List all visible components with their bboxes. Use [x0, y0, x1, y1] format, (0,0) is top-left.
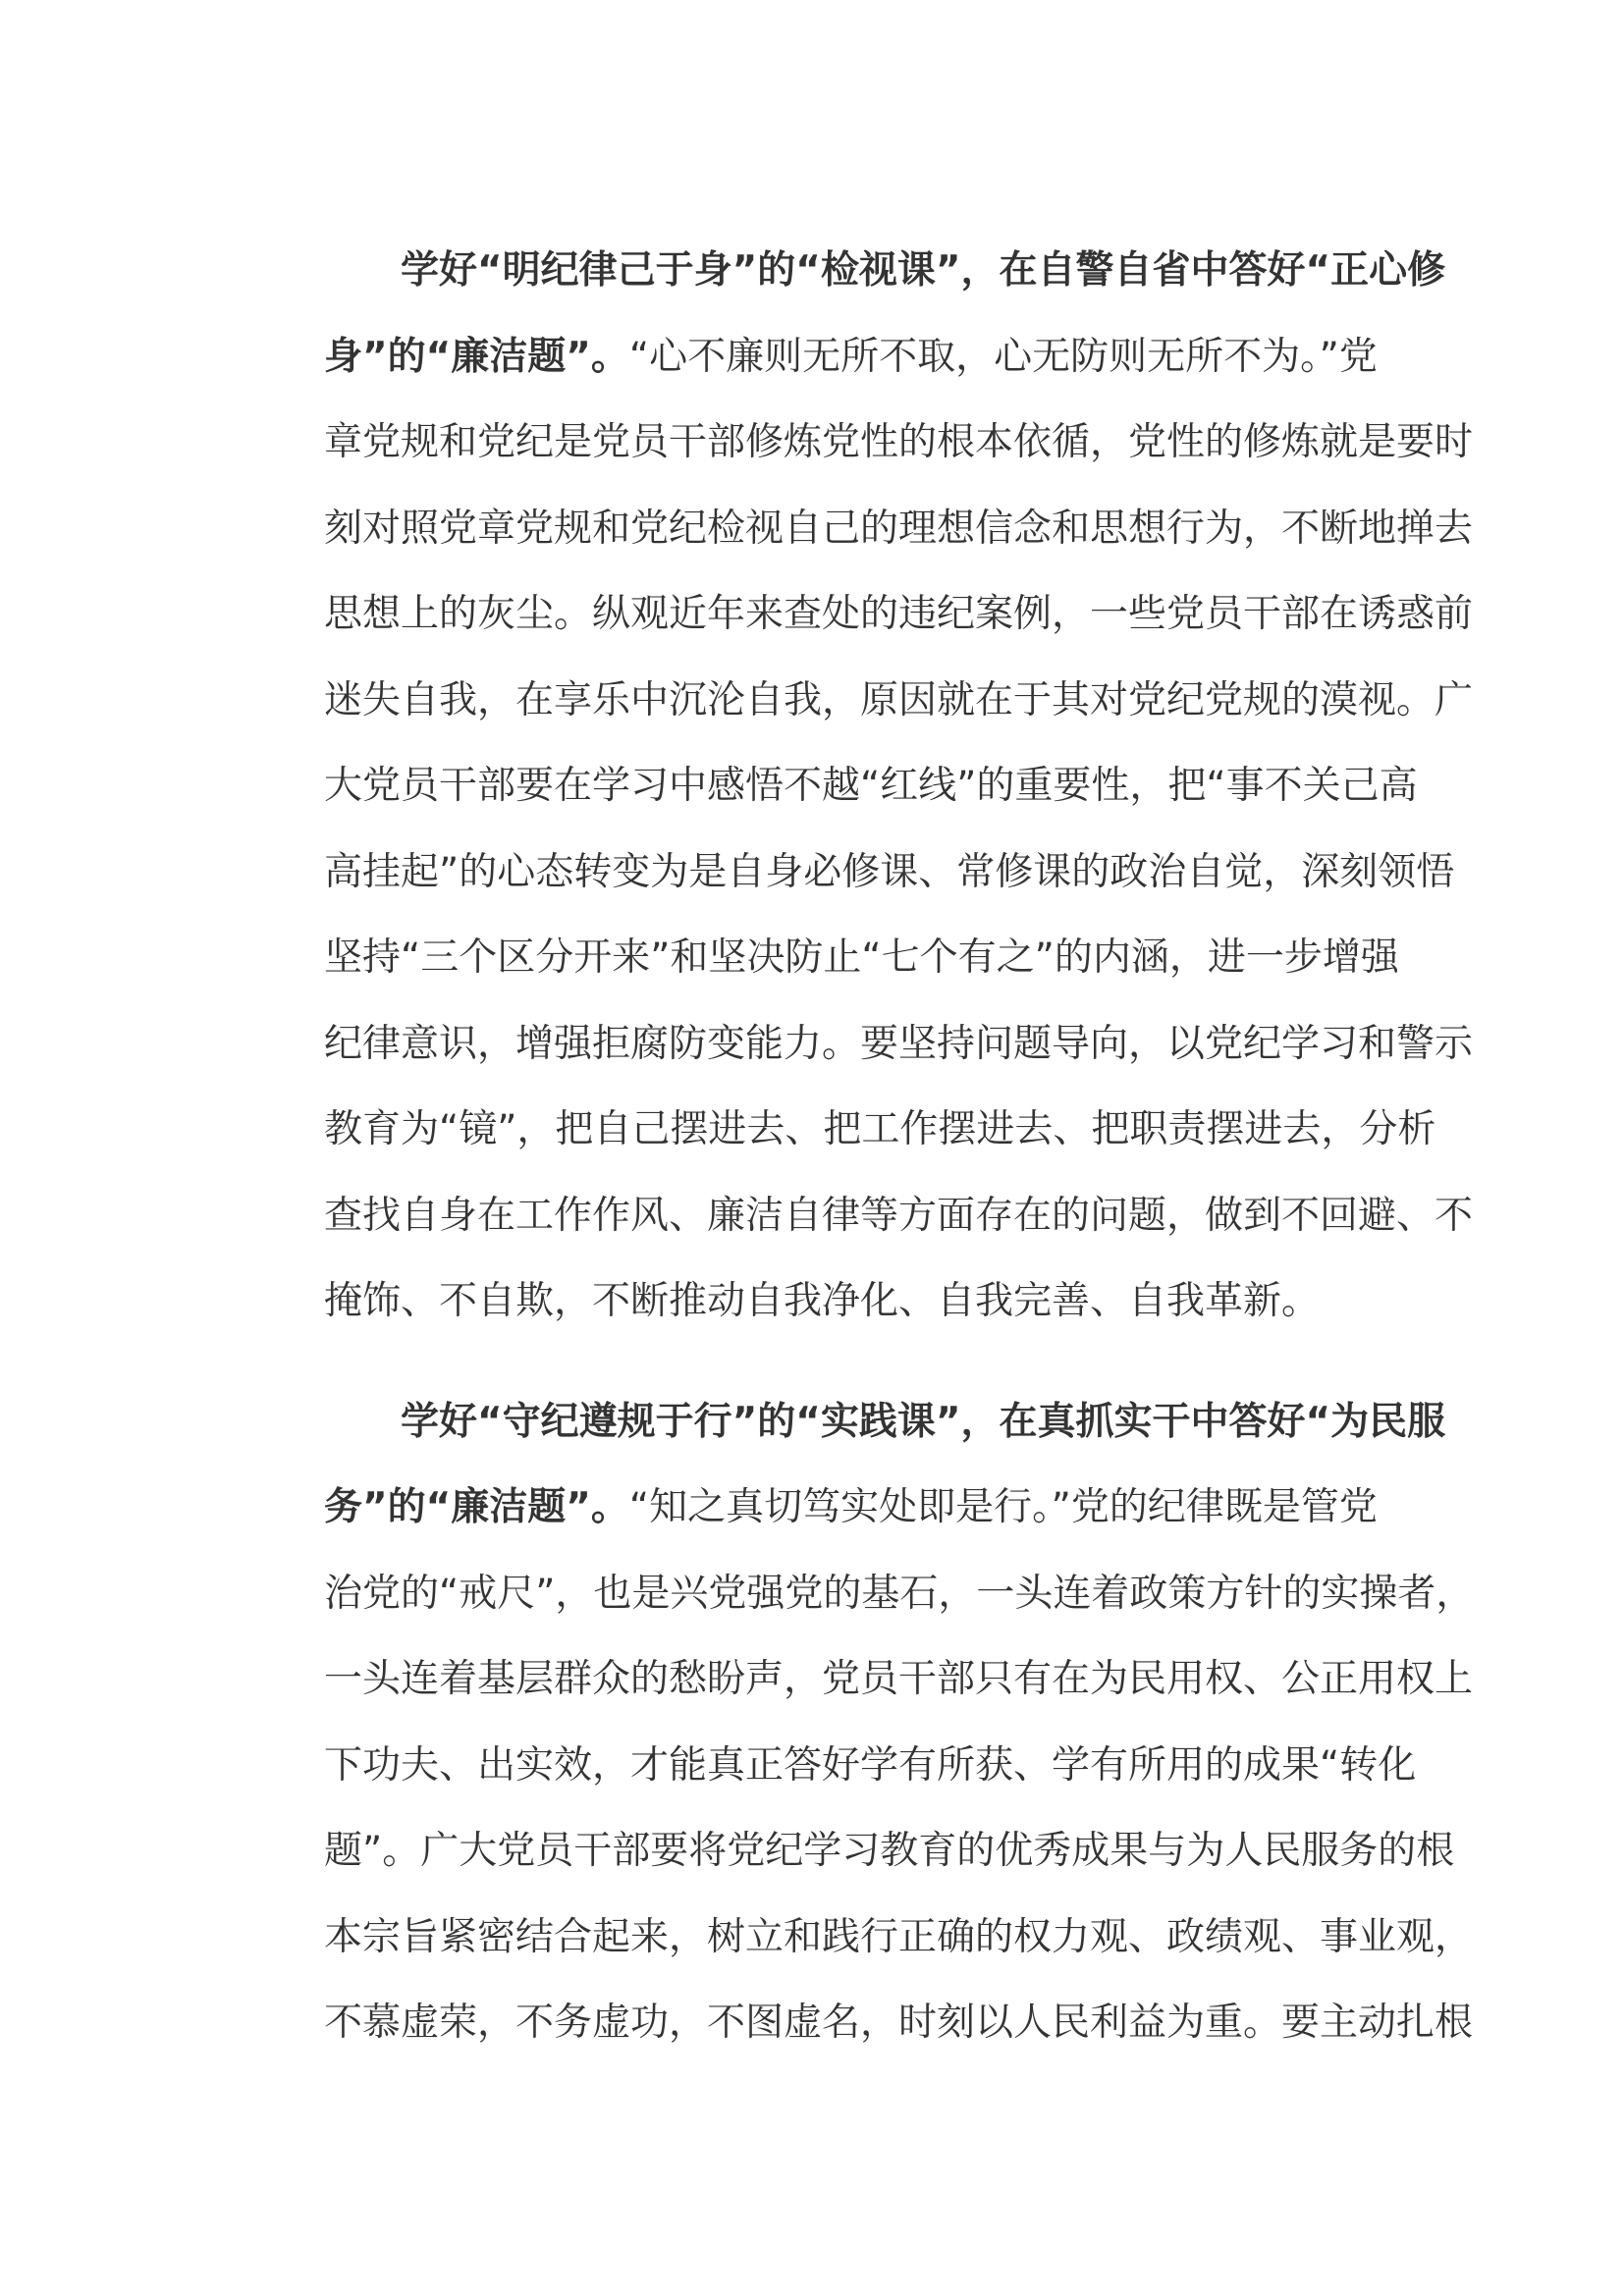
body-text: “心不廉则无所不取，心无防则无所不为。”党 [628, 334, 1378, 379]
body-text: 思想上的灰尘。纵观近年来查处的违纪案例，一些党员干部在诱惑前 [324, 592, 1474, 636]
text-line [247, 1980, 1474, 2066]
text-line [247, 486, 1474, 572]
document-page [247, 228, 1475, 2066]
body-text: 题”。广大党员干部要将党纪学习教育的优秀成果与为人民服务的根 [324, 1829, 1455, 1873]
bold-lead-text: 学好“明纪律己于身”的“检视课”，在自警自省中答好“正心修 [401, 248, 1446, 293]
body-text: 大党员干部要在学习中感悟不越“红线”的重要性，把“事不关己高 [324, 764, 1418, 808]
text-line [247, 400, 1474, 486]
text-line [247, 829, 1455, 916]
body-text: 一头连着基层群众的愁盼声，党员干部只有在为民用权、公正用权上 [324, 1657, 1474, 1701]
body-text: 治党的“戒尺”，也是兴党强党的基石，一头连着政策方针的实操者， [324, 1571, 1475, 1616]
body-text: 下功夫、出实效，才能真正答好学有所获、学有所用的成果“转化 [324, 1742, 1417, 1788]
body-text: 坚持“三个区分开来”和坚决防止“七个有之”的内涵，进一步增强 [324, 935, 1399, 980]
bold-lead-text: 身”的“廉洁题”。 [324, 334, 629, 379]
text-line [247, 1636, 1474, 1723]
body-text: 高挂起”的心态转变为是自身必修课、常修课的政治自觉，深刻领悟 [324, 849, 1455, 894]
text-line [247, 1808, 1455, 1895]
body-text: “知之真切笃实处即是行。”党的纪律既是管党 [628, 1485, 1378, 1529]
text-line [247, 1465, 1378, 1551]
text-line [247, 1895, 1474, 1981]
text-line [247, 1258, 1367, 1345]
text-line [247, 1379, 1446, 1466]
body-text: 章党规和党纪是党员干部修炼党性的根本依循，党性的修炼就是要时 [324, 420, 1474, 464]
text-line [247, 1173, 1474, 1259]
bold-lead-text: 务”的“廉洁题”。 [324, 1485, 629, 1529]
body-text: 不慕虚荣，不务虚功，不图虚名，时刻以人民利益为重。要主动扎根 [324, 2001, 1474, 2045]
body-text: 刻对照党章党规和党纪检视自己的理想信念和思想行为，不断地掸去 [324, 506, 1474, 551]
body-text: 查找自身在工作作风、廉洁自律等方面存在的问题，做到不回避、不 [324, 1193, 1474, 1238]
paragraph-2 [247, 1379, 1475, 2066]
text-line [247, 314, 1378, 400]
body-text: 迷失自我，在享乐中沉沦自我，原因就在于其对党纪党规的漠视。广 [324, 677, 1474, 722]
text-line [247, 228, 1446, 314]
text-line [247, 1087, 1436, 1173]
text-line [247, 743, 1418, 829]
body-text: 本宗旨紧密结合起来，树立和践行正确的权力观、政绩观、事业观， [324, 1914, 1474, 1959]
text-line [247, 658, 1474, 744]
text-line [247, 571, 1474, 658]
paragraph-1 [247, 228, 1474, 1345]
body-text: 教育为“镜”，把自己摆进去、把工作摆进去、把职责摆进去，分析 [324, 1107, 1436, 1151]
body-text: 纪律意识，增强拒腐防变能力。要坚持问题导向，以党纪学习和警示 [324, 1021, 1474, 1066]
bold-lead-text: 学好“守纪遵规于行”的“实践课”，在真抓实干中答好“为民服 [401, 1399, 1446, 1444]
body-text: 掩饰、不自欺，不断推动自我净化、自我完善、自我革新。 [324, 1279, 1321, 1323]
text-line [247, 1551, 1475, 1637]
text-line [247, 1001, 1474, 1088]
text-line [247, 1723, 1417, 1809]
text-line [247, 915, 1399, 1001]
